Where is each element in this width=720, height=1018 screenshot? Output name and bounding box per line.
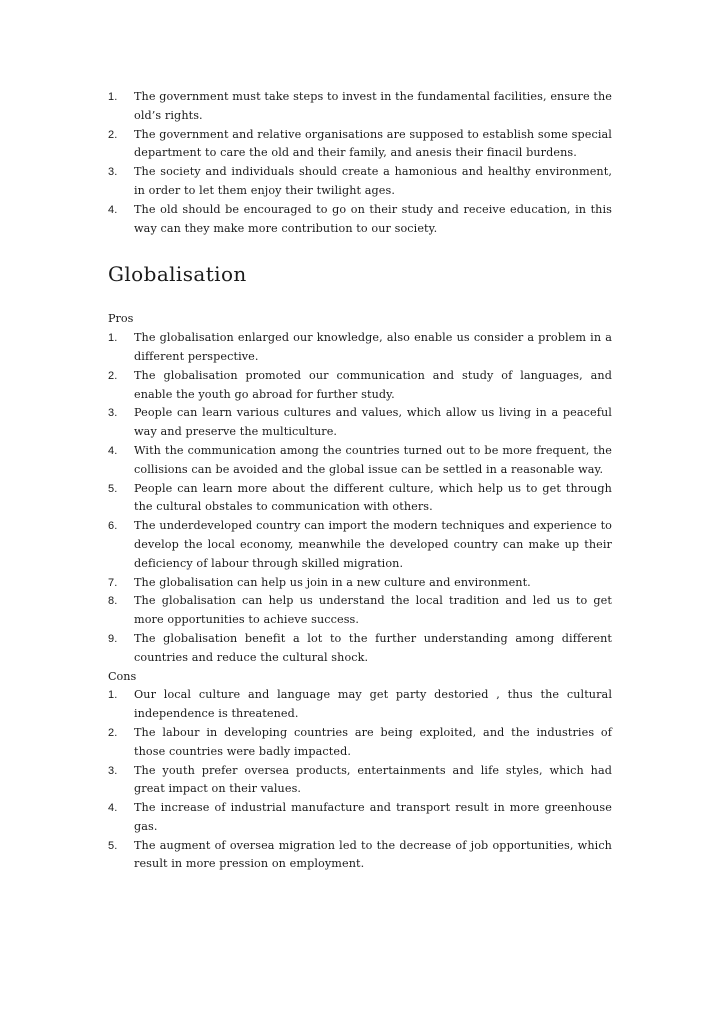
list-number: 5. [108, 482, 118, 495]
list-text: The globalisation enlarged our knowledge, also enable us consider a problem in a different perspective. [134, 331, 612, 363]
list-item [108, 724, 612, 762]
pros-label: Pros [108, 312, 134, 326]
list-text: Our local culture and language may get party destoried , thus the cultural independence is threatened. [134, 688, 612, 721]
document-page [108, 88, 612, 874]
list-text: With the communication among the countries turned out to be more frequent, the collisions can be avoided and the global issue can be settled in a reasonable way. [134, 443, 612, 476]
list-number: 5. [108, 839, 118, 852]
list-item [108, 799, 612, 837]
list-item [108, 480, 612, 518]
list-item [108, 163, 612, 201]
list-text: The old should be encouraged to go on their study and receive education, in this way can they make more contribution to our society. [134, 202, 612, 235]
list-number: 4. [108, 802, 118, 815]
list-item [108, 837, 612, 875]
list-number: 6. [108, 520, 118, 533]
list-text: The globalisation promoted our communication and study of languages, and enable the youth go abroad for further study. [134, 368, 612, 401]
list-text: The youth prefer oversea products, entertainments and life styles, which had great impact on their values. [134, 763, 612, 796]
list-item [108, 574, 612, 593]
list-item [108, 88, 612, 126]
list-item [108, 686, 612, 724]
cons-list [108, 686, 612, 874]
list-item [108, 592, 612, 630]
list-text: People can learn more about the different culture, which help us to get through the cultural obstales to communication with others. [134, 481, 612, 514]
list-number: 4. [108, 444, 118, 457]
list-text: People can learn various cultures and values, which allow us living in a peaceful way and preserve the multiculture. [134, 406, 612, 439]
list-number: 3. [108, 407, 118, 420]
cons-label: Cons [108, 669, 137, 683]
list-item [108, 329, 612, 367]
list-number: 2. [108, 369, 118, 382]
section-title: Globalisation [108, 262, 247, 287]
list-number: 3. [108, 764, 118, 777]
pros-list [108, 329, 612, 667]
list-text: The underdeveloped country can import the modern techniques and experience to develop the local economy, meanwhile the developed country can make up their deficiency of labour through skilled migration. [134, 519, 612, 570]
list-text: The labour in developing countries are being exploited, and the industries of those countries were badly impacted. [134, 725, 612, 758]
list-number: 2. [108, 726, 118, 739]
list-number: 4. [108, 203, 118, 216]
list-number: 8. [108, 595, 118, 608]
list-item [108, 517, 612, 573]
list-number: 9. [108, 632, 118, 645]
list-item [108, 367, 612, 405]
list-item [108, 404, 612, 442]
list-text: The globalisation benefit a lot to the further understanding among different countries and reduce the cultural shock. [134, 631, 612, 664]
list-item [108, 442, 612, 480]
list-text: The augment of oversea migration led to the decrease of job opportunities, which result in more pression on employment. [134, 838, 612, 871]
list-item [108, 201, 612, 239]
list-text: The globalisation can help us join in a new culture and environment. [134, 575, 531, 589]
intro-list [108, 88, 612, 238]
list-number: 1. [108, 91, 118, 103]
list-item [108, 126, 612, 164]
list-number: 2. [108, 128, 118, 141]
list-number: 1. [108, 332, 118, 345]
list-text: The society and individuals should create a hamonious and healthy environment, in order to let them enjoy their twilight ages. [134, 165, 612, 197]
list-text: The increase of industrial manufacture and transport result in more greenhouse gas. [134, 801, 612, 833]
list-item [108, 630, 612, 668]
list-number: 7. [108, 576, 118, 589]
list-item [108, 762, 612, 800]
list-text: The government must take steps to invest in the fundamental facilities, ensure the old’s rights. [134, 90, 612, 122]
list-text: The government and relative organisations are supposed to establish some special department to care the old and their family, and anesis their finacil burdens. [134, 127, 612, 160]
list-number: 1. [108, 689, 118, 702]
list-text: The globalisation can help us understand the local tradition and led us to get more opportunities to achieve success. [134, 594, 612, 627]
list-number: 3. [108, 166, 118, 179]
